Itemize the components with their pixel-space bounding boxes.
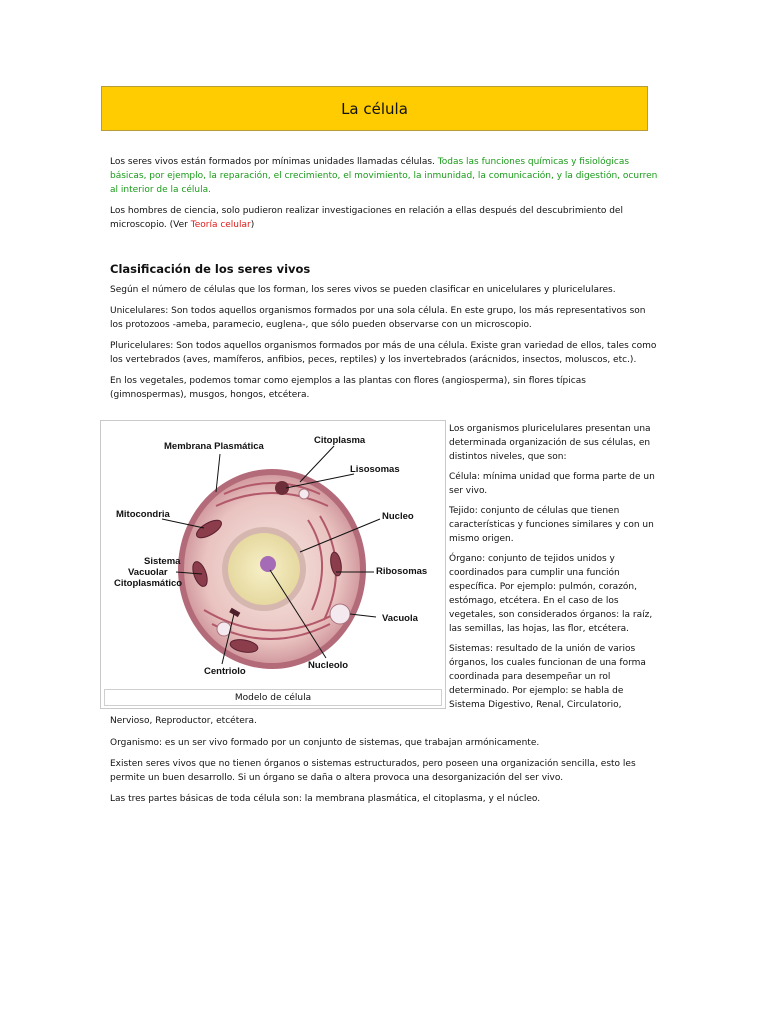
label-vacuola: Vacuola xyxy=(382,613,418,624)
label-mitocondria: Mitocondria xyxy=(116,509,170,520)
intro-plain-text: Los seres vivos están formados por mínimas unidades llamadas células. xyxy=(110,157,435,167)
level-sistemas: Sistemas: resultado de la unión de varios órganos, los cuales funcionan de una forma coordinada para desempeñar un rol determinado. Por ejemplo: se habla de Sistema Digestivo, Renal, Circulatorio, xyxy=(449,644,646,710)
intro-paragraph-2 xyxy=(110,204,658,232)
label-sistema-1: Sistema xyxy=(144,556,181,567)
label-nucleo: Nucleo xyxy=(382,511,414,522)
page-title: La célula xyxy=(341,99,408,118)
level-organo: Órgano: conjunto de tejidos unidos y coordinados para cumplir una función específica. Por ejemplo: pulmón, corazón, estómago, etcétera. En el caso de los vegetales, son considerados órganos: la raíz, las semillas, las hojas, las flor, etcétera. xyxy=(449,554,653,634)
teoria-celular-link[interactable]: Teoría celular xyxy=(190,220,251,230)
cell-diagram xyxy=(104,424,442,686)
nucleolus xyxy=(260,556,276,572)
intro-paragraph-1 xyxy=(110,155,658,197)
levels-section xyxy=(449,422,661,718)
closing-p1: Organismo: es un ser vivo formado por un conjunto de sistemas, que trabajan armónicamente. xyxy=(110,738,540,748)
level-celula: Célula: mínima unidad que forma parte de un ser vivo. xyxy=(449,472,655,496)
classification-p4: En los vegetales, podemos tomar como ejemplos a las plantas con flores (angiosperma), sin flores típicas (gimnospermas), musgos, hongos, etcétera. xyxy=(110,376,586,400)
label-nucleolo: Nucleolo xyxy=(308,660,349,671)
label-sistema-2: Vacuolar xyxy=(128,567,168,578)
label-membrana: Membrana Plasmática xyxy=(164,441,264,452)
label-centriolo: Centriolo xyxy=(204,666,246,677)
closing-section xyxy=(110,714,658,806)
classification-p1: Según el número de células que los forman, los seres vivos se pueden clasificar en unicelulares y pluricelulares. xyxy=(110,285,616,295)
intro-section xyxy=(110,155,658,232)
classification-p3: Pluricelulares: Son todos aquellos organismos formados por más de una célula. Existe gran variedad de ellos, tales como los vertebrados (aves, mamíferos, anfibios, peces, reptiles) y los invertebrados (arácnidos, insectos, moluscos, etc.). xyxy=(110,341,657,365)
closing-p2: Existen seres vivos que no tienen órganos o sistemas estructurados, pero poseen una organización sencilla, esto les permite un buen desarrollo. Si un órgano se daña o altera provoca una desorganización del ser vivo. xyxy=(110,759,636,783)
closing-p3: Las tres partes básicas de toda célula son: la membrana plasmática, el citoplasma, y el núcleo. xyxy=(110,794,541,804)
intro-p2-text: Los hombres de ciencia, solo pudieron realizar investigaciones en relación a ellas después del descubrimiento del microscopio. (Ver xyxy=(110,206,623,230)
level-sistemas-cont: Nervioso, Reproductor, etcétera. xyxy=(110,716,257,726)
classification-section xyxy=(110,262,658,402)
label-sistema-3: Citoplasmático xyxy=(114,578,183,589)
levels-intro: Los organismos pluricelulares presentan una determinada organización de sus células, en distintos niveles, que son: xyxy=(449,424,651,462)
title-banner xyxy=(101,86,648,131)
intro-green-text: Todas las funciones químicas y fisiológicas básicas, por ejemplo, la reparación, el crecimiento, el movimiento, la inmunidad, la comunicación, y la digestión, ocurren al interior de la célula. xyxy=(110,157,658,195)
classification-heading: Clasificación de los seres vivos xyxy=(110,262,311,276)
label-ribosomas: Ribosomas xyxy=(376,566,428,577)
figure-caption: Modelo de célula xyxy=(104,689,442,706)
intro-p2-close: ) xyxy=(250,220,255,230)
label-lisosomas: Lisosomas xyxy=(350,464,400,475)
label-citoplasma: Citoplasma xyxy=(314,435,366,446)
classification-p2: Unicelulares: Son todos aquellos organismos formados por una sola célula. En este grupo, los más representativos son los protozoos -ameba, paramecio, euglena-, que sólo pueden observarse con un microscopio. xyxy=(110,306,646,330)
level-tejido: Tejido: conjunto de células que tienen características y funciones similares y con un mismo origen. xyxy=(449,506,654,544)
cell-figure xyxy=(100,420,446,709)
